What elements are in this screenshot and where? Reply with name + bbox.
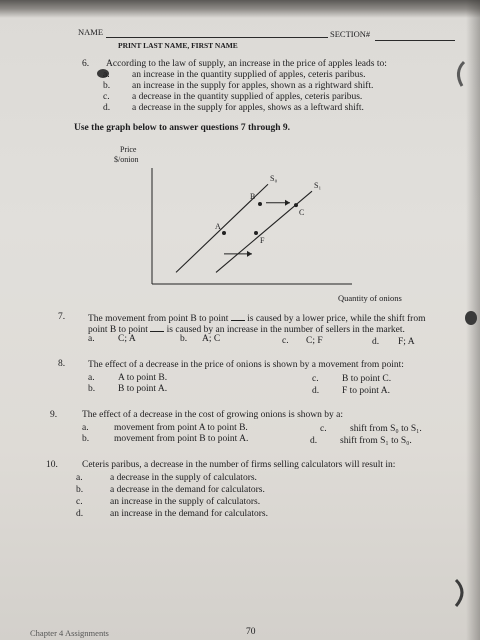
q8-number: 8. xyxy=(58,359,66,369)
q6-number: 6. xyxy=(82,59,90,69)
point-label-b: B xyxy=(250,191,256,201)
q7-option-c-letter: c. xyxy=(282,336,289,346)
y-axis-label-unit: $/onion xyxy=(114,155,139,164)
name-label: NAME xyxy=(78,27,104,37)
arrow-layer xyxy=(224,200,290,257)
q10-option-a-letter: a. xyxy=(76,473,83,483)
q8-option-b-letter: b. xyxy=(88,384,96,394)
section-line xyxy=(375,40,455,41)
q9-option-d: shift from S₁ to S₀. xyxy=(340,436,412,446)
ink-blot xyxy=(465,311,477,325)
q8-option-a: A to point B. xyxy=(118,373,168,383)
q7-option-d-letter: d. xyxy=(372,337,380,347)
series-layer xyxy=(176,174,321,272)
q9-option-b-letter: b. xyxy=(82,434,90,444)
q10-option-b: a decrease in the demand for calculators. xyxy=(110,485,265,495)
q8-option-b: B to point A. xyxy=(118,384,168,394)
q7-line1-part1: The movement from point B to point xyxy=(88,314,229,324)
q6-option-c-letter: c. xyxy=(103,92,110,102)
point-layer xyxy=(215,192,304,245)
footer-chapter: Chapter 4 Assignments xyxy=(30,628,109,638)
page-number: 70 xyxy=(246,627,256,637)
q9-option-a-letter: a. xyxy=(82,423,89,433)
point-b xyxy=(258,202,262,206)
q7-blank-1 xyxy=(231,312,245,321)
shift-arrowhead-0 xyxy=(285,200,290,206)
q9-option-d-letter: d. xyxy=(310,436,318,446)
q7-option-c: C; F xyxy=(306,336,323,346)
shift-arrowhead-1 xyxy=(247,251,252,257)
q6-option-b: an increase in the supply for apples, shown as a rightward shift. xyxy=(132,81,374,91)
point-a xyxy=(222,231,226,235)
section-label: SECTION# xyxy=(330,29,371,39)
y-axis-label-price: Price xyxy=(120,145,137,154)
q7-option-b: A; C xyxy=(202,334,221,344)
q7-option-a-letter: a. xyxy=(88,334,95,344)
q7-option-b-letter: b. xyxy=(180,334,188,344)
q8-option-d: F to point A. xyxy=(342,386,391,396)
point-c xyxy=(294,203,298,207)
q9-option-a: movement from point A to point B. xyxy=(114,423,248,433)
q8-option-c: B to point C. xyxy=(342,374,392,384)
print-name-label: PRINT LAST NAME, FIRST NAME xyxy=(118,41,238,50)
q10-option-d: an increase in the demand for calculators. xyxy=(110,509,268,519)
q7-blank-2 xyxy=(150,323,164,332)
q7-option-a: C; A xyxy=(118,334,136,344)
x-axis-label: Quantity of onions xyxy=(338,293,402,303)
q10-option-d-letter: d. xyxy=(76,509,84,519)
q7-number: 7. xyxy=(58,312,66,322)
q7-line2-part1: point B to point xyxy=(88,325,148,335)
q10-option-a: a decrease in the supply of calculators. xyxy=(110,473,257,483)
supply-chart xyxy=(112,140,362,302)
point-label-a: A xyxy=(215,221,221,231)
q6-option-d: a decrease in the supply for apples, shows as a leftward shift. xyxy=(132,103,364,113)
q7-option-d: F; A xyxy=(398,337,415,347)
q7-line1-part2: is caused by a lower price, while the shift from xyxy=(247,314,426,324)
supply-curve-label-1: S₁ xyxy=(314,181,322,191)
q8-stem: The effect of a decrease in the price of onions is shown by a movement from point: xyxy=(88,360,404,370)
q6-option-a-letter: a. xyxy=(103,70,110,80)
q8-option-c-letter: c. xyxy=(312,374,319,384)
q10-number: 10. xyxy=(46,460,58,470)
q9-option-c: shift from S₀ to S₁. xyxy=(350,424,422,434)
point-f xyxy=(254,231,258,235)
q6-option-b-letter: b. xyxy=(103,81,111,91)
chart-svg xyxy=(112,140,362,302)
fold-mark xyxy=(452,60,468,90)
name-line xyxy=(106,37,328,38)
q9-number: 9. xyxy=(50,410,58,420)
graph-instruction: Use the graph below to answer questions 7 through 9. xyxy=(74,123,291,133)
point-label-f: F xyxy=(260,235,265,245)
q10-option-c: an increase in the supply of calculators. xyxy=(110,497,261,507)
supply-curve-label-0: S₀ xyxy=(270,174,278,184)
q6-option-d-letter: d. xyxy=(103,103,111,113)
point-label-c: C xyxy=(299,208,305,218)
q6-option-c: a decrease in the quantity supplied of apples, ceteris paribus. xyxy=(132,92,363,102)
q9-option-b: movement from point B to point A. xyxy=(114,434,249,444)
supply-curve-1 xyxy=(216,191,312,272)
q9-stem: The effect of a decrease in the cost of growing onions is shown by a: xyxy=(82,410,343,420)
q7-line2-part2: is caused by an increase in the number of sellers in the market. xyxy=(166,325,405,335)
q9-option-c-letter: c. xyxy=(320,424,327,434)
top-shadow xyxy=(0,0,480,18)
q10-option-b-letter: b. xyxy=(76,485,84,495)
q10-stem: Ceteris paribus, a decrease in the number of firms selling calculators will result in: xyxy=(82,460,396,470)
q8-option-d-letter: d. xyxy=(312,386,320,396)
q6-stem: According to the law of supply, an increase in the price of apples leads to: xyxy=(106,59,387,69)
q10-option-c-letter: c. xyxy=(76,497,83,507)
q8-option-a-letter: a. xyxy=(88,373,95,383)
binder-ring-mark xyxy=(452,578,470,608)
q6-option-a: an increase in the quantity supplied of apples, ceteris paribus. xyxy=(132,70,366,80)
